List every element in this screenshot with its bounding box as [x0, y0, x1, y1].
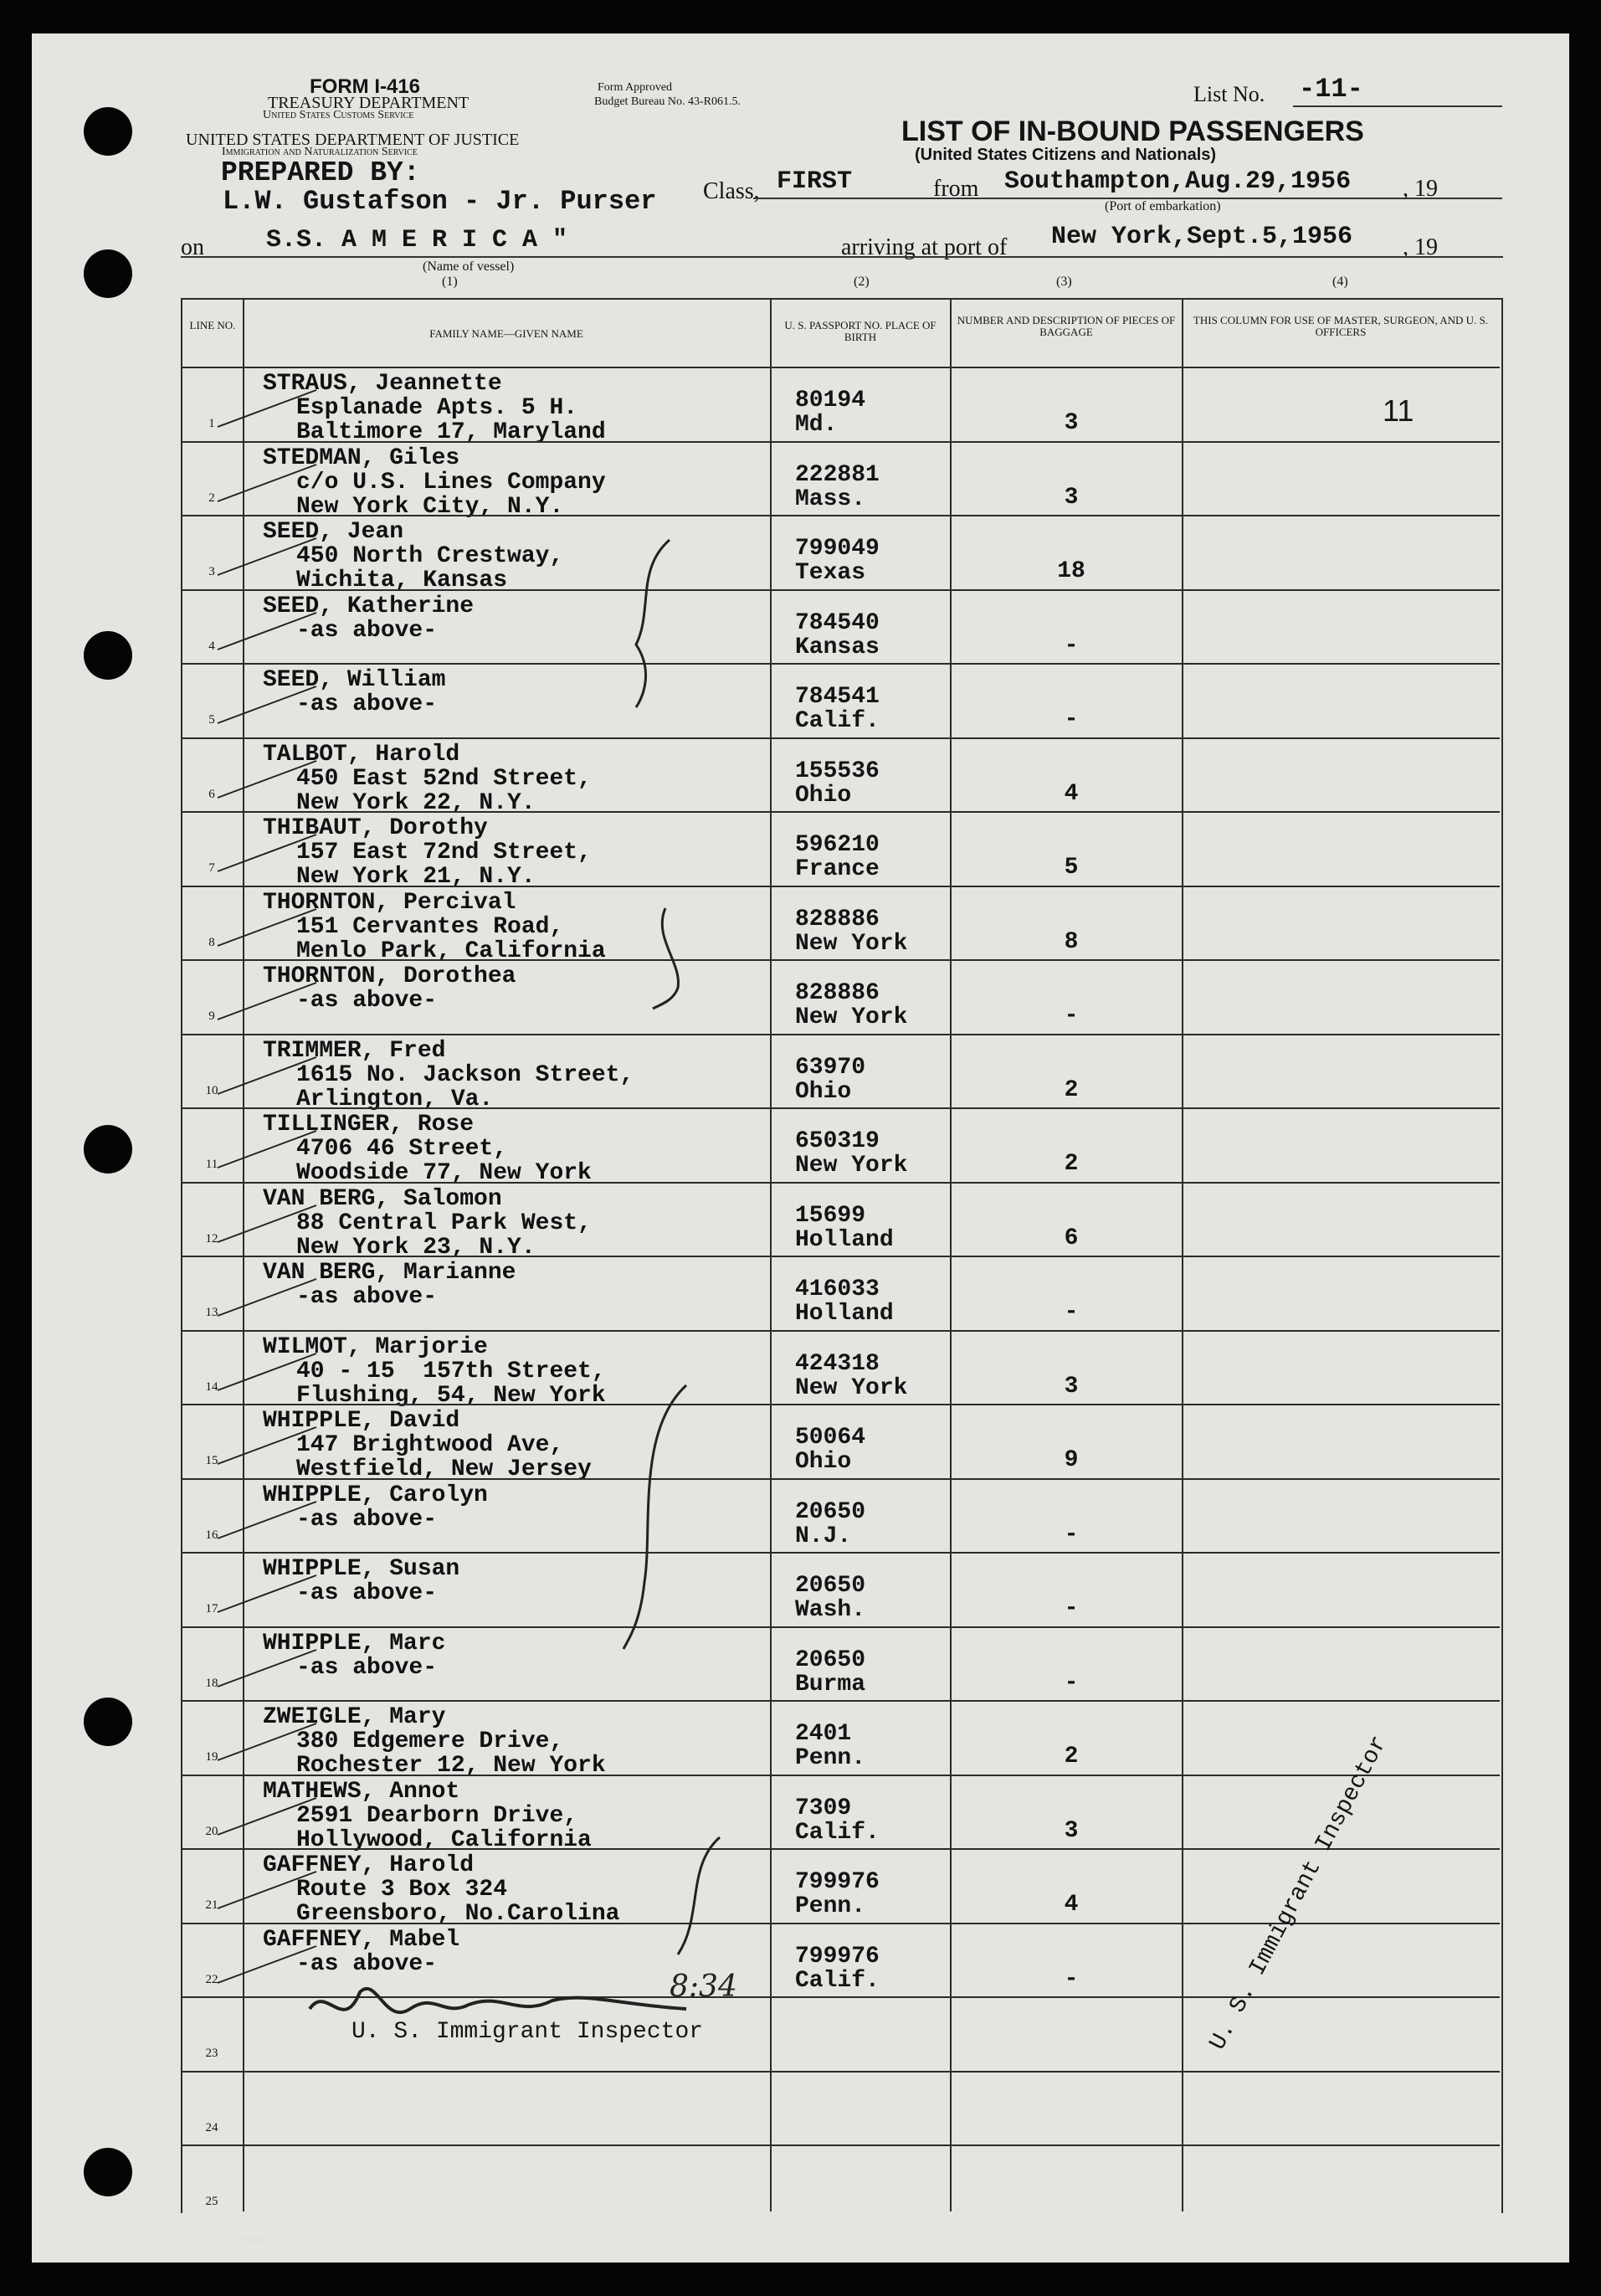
check-tick — [216, 606, 325, 656]
passenger-name: GAFFNEY, Harold — [263, 1852, 475, 1878]
place-of-birth: Holland — [795, 1301, 894, 1327]
passenger-name: ZWEIGLE, Mary — [263, 1704, 446, 1730]
passenger-name: WHIPPLE, Susan — [263, 1556, 460, 1582]
passport-number: 2401 — [795, 1721, 852, 1747]
year-19-b: , 19 — [1403, 234, 1438, 260]
passport-number: 7309 — [795, 1795, 852, 1821]
baggage-count: 4 — [1064, 781, 1079, 807]
check-tick — [216, 1124, 325, 1174]
passenger-address: New York 23, N.Y. — [296, 1235, 536, 1261]
passport-number: 828886 — [795, 980, 880, 1006]
inspector-stamp: U. S. Immigrant Inspector — [1205, 1732, 1393, 2055]
baggage-count: - — [1064, 1522, 1079, 1548]
row-divider — [181, 1700, 1500, 1702]
row-divider — [181, 589, 1500, 591]
passenger-name: VAN BERG, Marianne — [263, 1260, 516, 1286]
binder-hole — [84, 631, 132, 680]
passenger-name: TILLINGER, Rose — [263, 1112, 475, 1138]
line-number: 12 — [205, 1232, 218, 1246]
place-of-birth: Calif. — [795, 1968, 880, 1994]
passenger-address: Hollywood, California — [296, 1827, 592, 1853]
row-divider — [181, 1034, 1500, 1035]
binder-hole — [84, 1125, 132, 1174]
line-number: 22 — [205, 1973, 218, 1986]
line-number: 9 — [208, 1009, 215, 1023]
form-approved: Form Approved — [598, 81, 673, 94]
baggage-count: 18 — [1057, 558, 1085, 584]
family-bracket — [644, 904, 703, 1013]
row-divider — [181, 811, 1500, 813]
vessel-caption: (Name of vessel) — [423, 259, 515, 274]
binder-hole — [84, 249, 132, 298]
place-of-birth: Kansas — [795, 634, 880, 660]
row-divider — [181, 663, 1500, 665]
row-divider — [181, 737, 1500, 739]
baggage-count: 3 — [1064, 1818, 1079, 1844]
passenger-address: -as above- — [296, 1284, 438, 1310]
passport-number: 784541 — [795, 684, 880, 710]
passenger-address: Baltimore 17, Maryland — [296, 419, 606, 445]
embarkation-caption: (Port of embarkation) — [1105, 199, 1221, 213]
place-of-birth: Calif. — [795, 1820, 880, 1846]
family-bracket — [670, 1833, 736, 1959]
place-of-birth: Md. — [795, 412, 838, 438]
line-number: 7 — [208, 861, 215, 875]
row-divider — [181, 441, 1500, 443]
place-of-birth: N.J. — [795, 1523, 852, 1549]
passport-number: 15699 — [795, 1203, 866, 1229]
passenger-address: Greensboro, No.Carolina — [296, 1901, 620, 1927]
line-number: 20 — [205, 1825, 218, 1838]
passenger-address: New York 22, N.Y. — [296, 790, 536, 816]
check-tick — [216, 1865, 325, 1915]
prepared-by-label: PREPARED BY: — [221, 157, 420, 188]
binder-hole — [84, 107, 132, 156]
inspector-caption: U. S. Immigrant Inspector — [352, 2019, 704, 2045]
binder-hole — [84, 2148, 132, 2196]
line-number: 5 — [208, 713, 215, 727]
place-of-birth: France — [795, 856, 880, 882]
passenger-address: -as above- — [296, 988, 438, 1014]
passenger-address: 1615 No. Jackson Street, — [296, 1062, 634, 1088]
passenger-address: 4706 46 Street, — [296, 1136, 508, 1162]
passport-number: 596210 — [795, 832, 880, 858]
document-title: LIST OF IN-BOUND PASSENGERS — [901, 116, 1364, 147]
baggage-count: 2 — [1064, 1077, 1079, 1103]
line-number: 18 — [205, 1677, 218, 1690]
row-divider — [181, 1923, 1500, 1924]
row-divider — [181, 1626, 1500, 1628]
col-2-num: (2) — [854, 275, 870, 289]
row-divider — [181, 1330, 1500, 1332]
line-number: 16 — [205, 1528, 218, 1542]
check-tick — [216, 1199, 325, 1249]
passenger-address: Flushing, 54, New York — [296, 1383, 606, 1409]
passenger-name: SEED, Jean — [263, 519, 404, 545]
col-3-num: (3) — [1056, 275, 1072, 289]
passport-number: 155536 — [795, 758, 880, 784]
check-tick — [216, 828, 325, 878]
passenger-address: New York City, N.Y. — [296, 494, 564, 520]
place-of-birth: Mass. — [795, 486, 866, 512]
passenger-name: WHIPPLE, David — [263, 1408, 460, 1434]
row-divider — [181, 1404, 1500, 1405]
svg-text:8:34: 8:34 — [670, 1970, 737, 2004]
list-no-label: List No. — [1193, 82, 1265, 106]
baggage-count: 5 — [1064, 855, 1079, 881]
check-tick — [216, 383, 325, 434]
baggage-count: - — [1064, 1003, 1079, 1029]
line-number: 23 — [205, 2047, 218, 2060]
passenger-address: Menlo Park, California — [296, 938, 606, 964]
baggage-count: - — [1064, 1595, 1079, 1621]
baggage-count: 2 — [1064, 1151, 1079, 1177]
check-tick — [216, 1495, 325, 1545]
row-divider — [181, 886, 1500, 887]
binder-hole — [84, 1698, 132, 1746]
passenger-address: 147 Brightwood Ave, — [296, 1432, 564, 1458]
passport-number: 799049 — [795, 536, 880, 562]
family-bracket — [619, 536, 686, 711]
class-label: Class, — [703, 178, 760, 204]
check-tick — [216, 1420, 325, 1471]
row-divider — [181, 959, 1500, 961]
passenger-address: -as above- — [296, 1951, 438, 1977]
passenger-address: -as above- — [296, 691, 438, 717]
passenger-address: -as above- — [296, 618, 438, 644]
passport-number: 63970 — [795, 1055, 866, 1081]
line-number: 15 — [205, 1454, 218, 1467]
port-embarkation: Southampton,Aug.29,1956 — [1004, 167, 1352, 196]
ins-service: Immigration and Naturalization Service — [222, 146, 418, 158]
row-divider — [181, 1552, 1500, 1554]
place-of-birth: Wash. — [795, 1597, 866, 1623]
passenger-address: 88 Central Park West, — [296, 1210, 592, 1236]
passenger-address: Wichita, Kansas — [296, 568, 508, 593]
customs-service: United States Customs Service — [263, 109, 414, 121]
line-number: 10 — [205, 1084, 218, 1097]
baggage-count: - — [1064, 706, 1079, 732]
place-of-birth: Texas — [795, 560, 866, 586]
passenger-address: New York 21, N.Y. — [296, 864, 536, 890]
line-number: 13 — [205, 1306, 218, 1319]
check-tick — [216, 458, 325, 508]
passenger-name: STRAUS, Jeannette — [263, 371, 502, 397]
row-divider — [181, 2071, 1500, 2073]
passenger-address: -as above- — [296, 1507, 438, 1533]
passenger-name: STEDMAN, Giles — [263, 445, 460, 471]
baggage-count: 3 — [1064, 410, 1079, 436]
year-19-a: , 19 — [1403, 176, 1438, 202]
passenger-name: VAN BERG, Salomon — [263, 1186, 502, 1212]
row-divider — [181, 1478, 1500, 1480]
passport-number: 20650 — [795, 1499, 866, 1525]
line-number: 6 — [208, 788, 215, 801]
passenger-name: THIBAUT, Dorothy — [263, 815, 488, 841]
line-number: 14 — [205, 1380, 218, 1394]
check-tick — [216, 1347, 325, 1397]
baggage-count: 8 — [1064, 929, 1079, 955]
row-divider — [181, 1848, 1500, 1850]
passenger-name: WILMOT, Marjorie — [263, 1334, 488, 1360]
line-number: 11 — [205, 1158, 218, 1171]
passenger-address: 151 Cervantes Road, — [296, 914, 564, 940]
passenger-address: Route 3 Box 324 — [296, 1877, 508, 1903]
place-of-birth: New York — [795, 1153, 908, 1179]
row-divider — [181, 2144, 1500, 2146]
passenger-name: TRIMMER, Fred — [263, 1038, 446, 1064]
passport-number: 799976 — [795, 1869, 880, 1895]
passenger-name: TALBOT, Harold — [263, 742, 460, 768]
check-tick — [216, 1569, 325, 1619]
passenger-address: 157 East 72nd Street, — [296, 840, 592, 865]
passport-number: 222881 — [795, 462, 880, 488]
passenger-address: 450 East 52nd Street, — [296, 766, 592, 792]
col-header-name: FAMILY NAME—GIVEN NAME — [429, 327, 583, 340]
col-header-passport: U. S. PASSPORT NO. PLACE OF BIRTH — [784, 319, 936, 343]
treasury-dept: TREASURY DEPARTMENT — [268, 94, 470, 112]
baggage-count: 2 — [1064, 1744, 1079, 1770]
passenger-address: -as above- — [296, 1655, 438, 1681]
passenger-address: c/o U.S. Lines Company — [296, 470, 606, 496]
baggage-count: - — [1064, 1299, 1079, 1325]
passenger-address: Rochester 12, New York — [296, 1753, 606, 1779]
place-of-birth: Ohio — [795, 1449, 852, 1475]
line-number: 24 — [205, 2121, 218, 2134]
check-tick — [216, 1050, 325, 1101]
passenger-name: SEED, Katherine — [263, 593, 475, 619]
passenger-address: Westfield, New Jersey — [296, 1456, 592, 1482]
passenger-address: -as above- — [296, 1580, 438, 1606]
passenger-name: WHIPPLE, Marc — [263, 1631, 446, 1657]
passenger-name: THORNTON, Percival — [263, 890, 516, 916]
document-subtitle: (United States Citizens and Nationals) — [915, 146, 1217, 164]
check-tick — [216, 976, 325, 1026]
family-bracket — [619, 1381, 695, 1657]
line-number: 2 — [208, 491, 215, 505]
check-tick — [216, 1717, 325, 1767]
row-divider — [181, 1107, 1500, 1109]
passport-number: 424318 — [795, 1351, 880, 1377]
list-no-value: -11- — [1299, 74, 1363, 105]
col-header-line-no: LINE NO. — [189, 319, 236, 331]
baggage-count: 3 — [1064, 1374, 1079, 1400]
check-tick — [216, 754, 325, 804]
passport-number: 828886 — [795, 907, 880, 932]
passport-number: 50064 — [795, 1425, 866, 1451]
place-of-birth: Holland — [795, 1227, 894, 1253]
passenger-name: WHIPPLE, Carolyn — [263, 1482, 488, 1508]
row-divider — [181, 1775, 1500, 1776]
baggage-count: - — [1064, 1966, 1079, 1992]
list-page-annotation: 11 — [1383, 393, 1414, 428]
passenger-address: Woodside 77, New York — [296, 1160, 592, 1186]
check-tick — [216, 1272, 325, 1323]
passenger-name: SEED, William — [263, 667, 446, 693]
place-of-birth: Ohio — [795, 783, 852, 809]
justice-dept: UNITED STATES DEPARTMENT OF JUSTICE — [186, 131, 520, 149]
line-number: 19 — [205, 1750, 218, 1764]
row-divider — [181, 1182, 1500, 1184]
place-of-birth: Calif. — [795, 708, 880, 734]
baggage-count: 6 — [1064, 1225, 1079, 1251]
col-header-officers: THIS COLUMN FOR USE OF MASTER, SURGEON, AND U. S. OFFICERS — [1193, 314, 1489, 338]
vessel-name: S.S. A M E R I C A " — [266, 226, 568, 254]
place-of-birth: Penn. — [795, 1745, 866, 1771]
passenger-name: MATHEWS, Annot — [263, 1779, 460, 1805]
baggage-count: - — [1064, 633, 1079, 659]
passenger-address: 40 - 15 157th Street, — [296, 1359, 606, 1384]
line-number: 8 — [208, 936, 215, 949]
place-of-birth: New York — [795, 1004, 908, 1030]
passport-number: 80194 — [795, 388, 866, 413]
col-4-num: (4) — [1332, 275, 1348, 289]
passenger-address: 380 Edgemere Drive, — [296, 1728, 564, 1754]
row-divider — [181, 1256, 1500, 1257]
baggage-count: 9 — [1064, 1447, 1079, 1473]
form-print-code: 51959 — [233, 2235, 262, 2247]
passenger-address: 450 North Crestway, — [296, 543, 564, 569]
passport-number: 20650 — [795, 1647, 866, 1673]
place-of-birth: Ohio — [795, 1079, 852, 1105]
row-divider — [181, 515, 1500, 516]
passenger-address: 2591 Dearborn Drive, — [296, 1803, 578, 1829]
check-tick — [216, 1643, 325, 1693]
line-number: 3 — [208, 565, 215, 578]
arriving-label: arriving at port of — [841, 234, 1008, 260]
passenger-address: Arlington, Va. — [296, 1086, 494, 1112]
passport-number: 416033 — [795, 1276, 880, 1302]
line-number: 25 — [205, 2195, 218, 2208]
place-of-birth: Burma — [795, 1672, 866, 1698]
baggage-count: 4 — [1064, 1892, 1079, 1918]
passenger-name: THORNTON, Dorothea — [263, 963, 516, 989]
line-number: 17 — [205, 1602, 218, 1615]
check-tick — [216, 532, 325, 582]
port-arrival: New York,Sept.5,1956 — [1051, 223, 1353, 251]
budget-bureau: Budget Bureau No. 43-R061.5. — [594, 95, 741, 108]
place-of-birth: Penn. — [795, 1893, 866, 1919]
place-of-birth: New York — [795, 931, 908, 957]
place-of-birth: New York — [795, 1375, 908, 1401]
passport-number: 799976 — [795, 1944, 880, 1970]
class-value: FIRST — [777, 167, 853, 196]
on-label: on — [181, 234, 204, 260]
line-number: 4 — [208, 639, 215, 653]
passport-number: 20650 — [795, 1573, 866, 1599]
inspector-signature — [301, 1959, 837, 2051]
prepared-by-name: L.W. Gustafson - Jr. Purser — [223, 186, 657, 217]
col-1-num: (1) — [442, 275, 458, 289]
form-number: FORM I-416 — [310, 75, 421, 98]
passenger-name: GAFFNEY, Mabel — [263, 1927, 460, 1953]
line-number: 21 — [205, 1898, 218, 1912]
line-number: 1 — [208, 417, 215, 430]
from-label: from — [933, 176, 979, 202]
passport-number: 650319 — [795, 1128, 880, 1154]
baggage-count: - — [1064, 1670, 1079, 1696]
passenger-address: Esplanade Apts. 5 H. — [296, 395, 578, 421]
check-tick — [216, 1791, 325, 1841]
passport-number: 784540 — [795, 610, 880, 636]
baggage-count: 3 — [1064, 485, 1079, 511]
check-tick — [216, 902, 325, 953]
col-header-baggage: NUMBER AND DESCRIPTION OF PIECES OF BAGGAGE — [957, 314, 1176, 338]
check-tick — [216, 680, 325, 730]
